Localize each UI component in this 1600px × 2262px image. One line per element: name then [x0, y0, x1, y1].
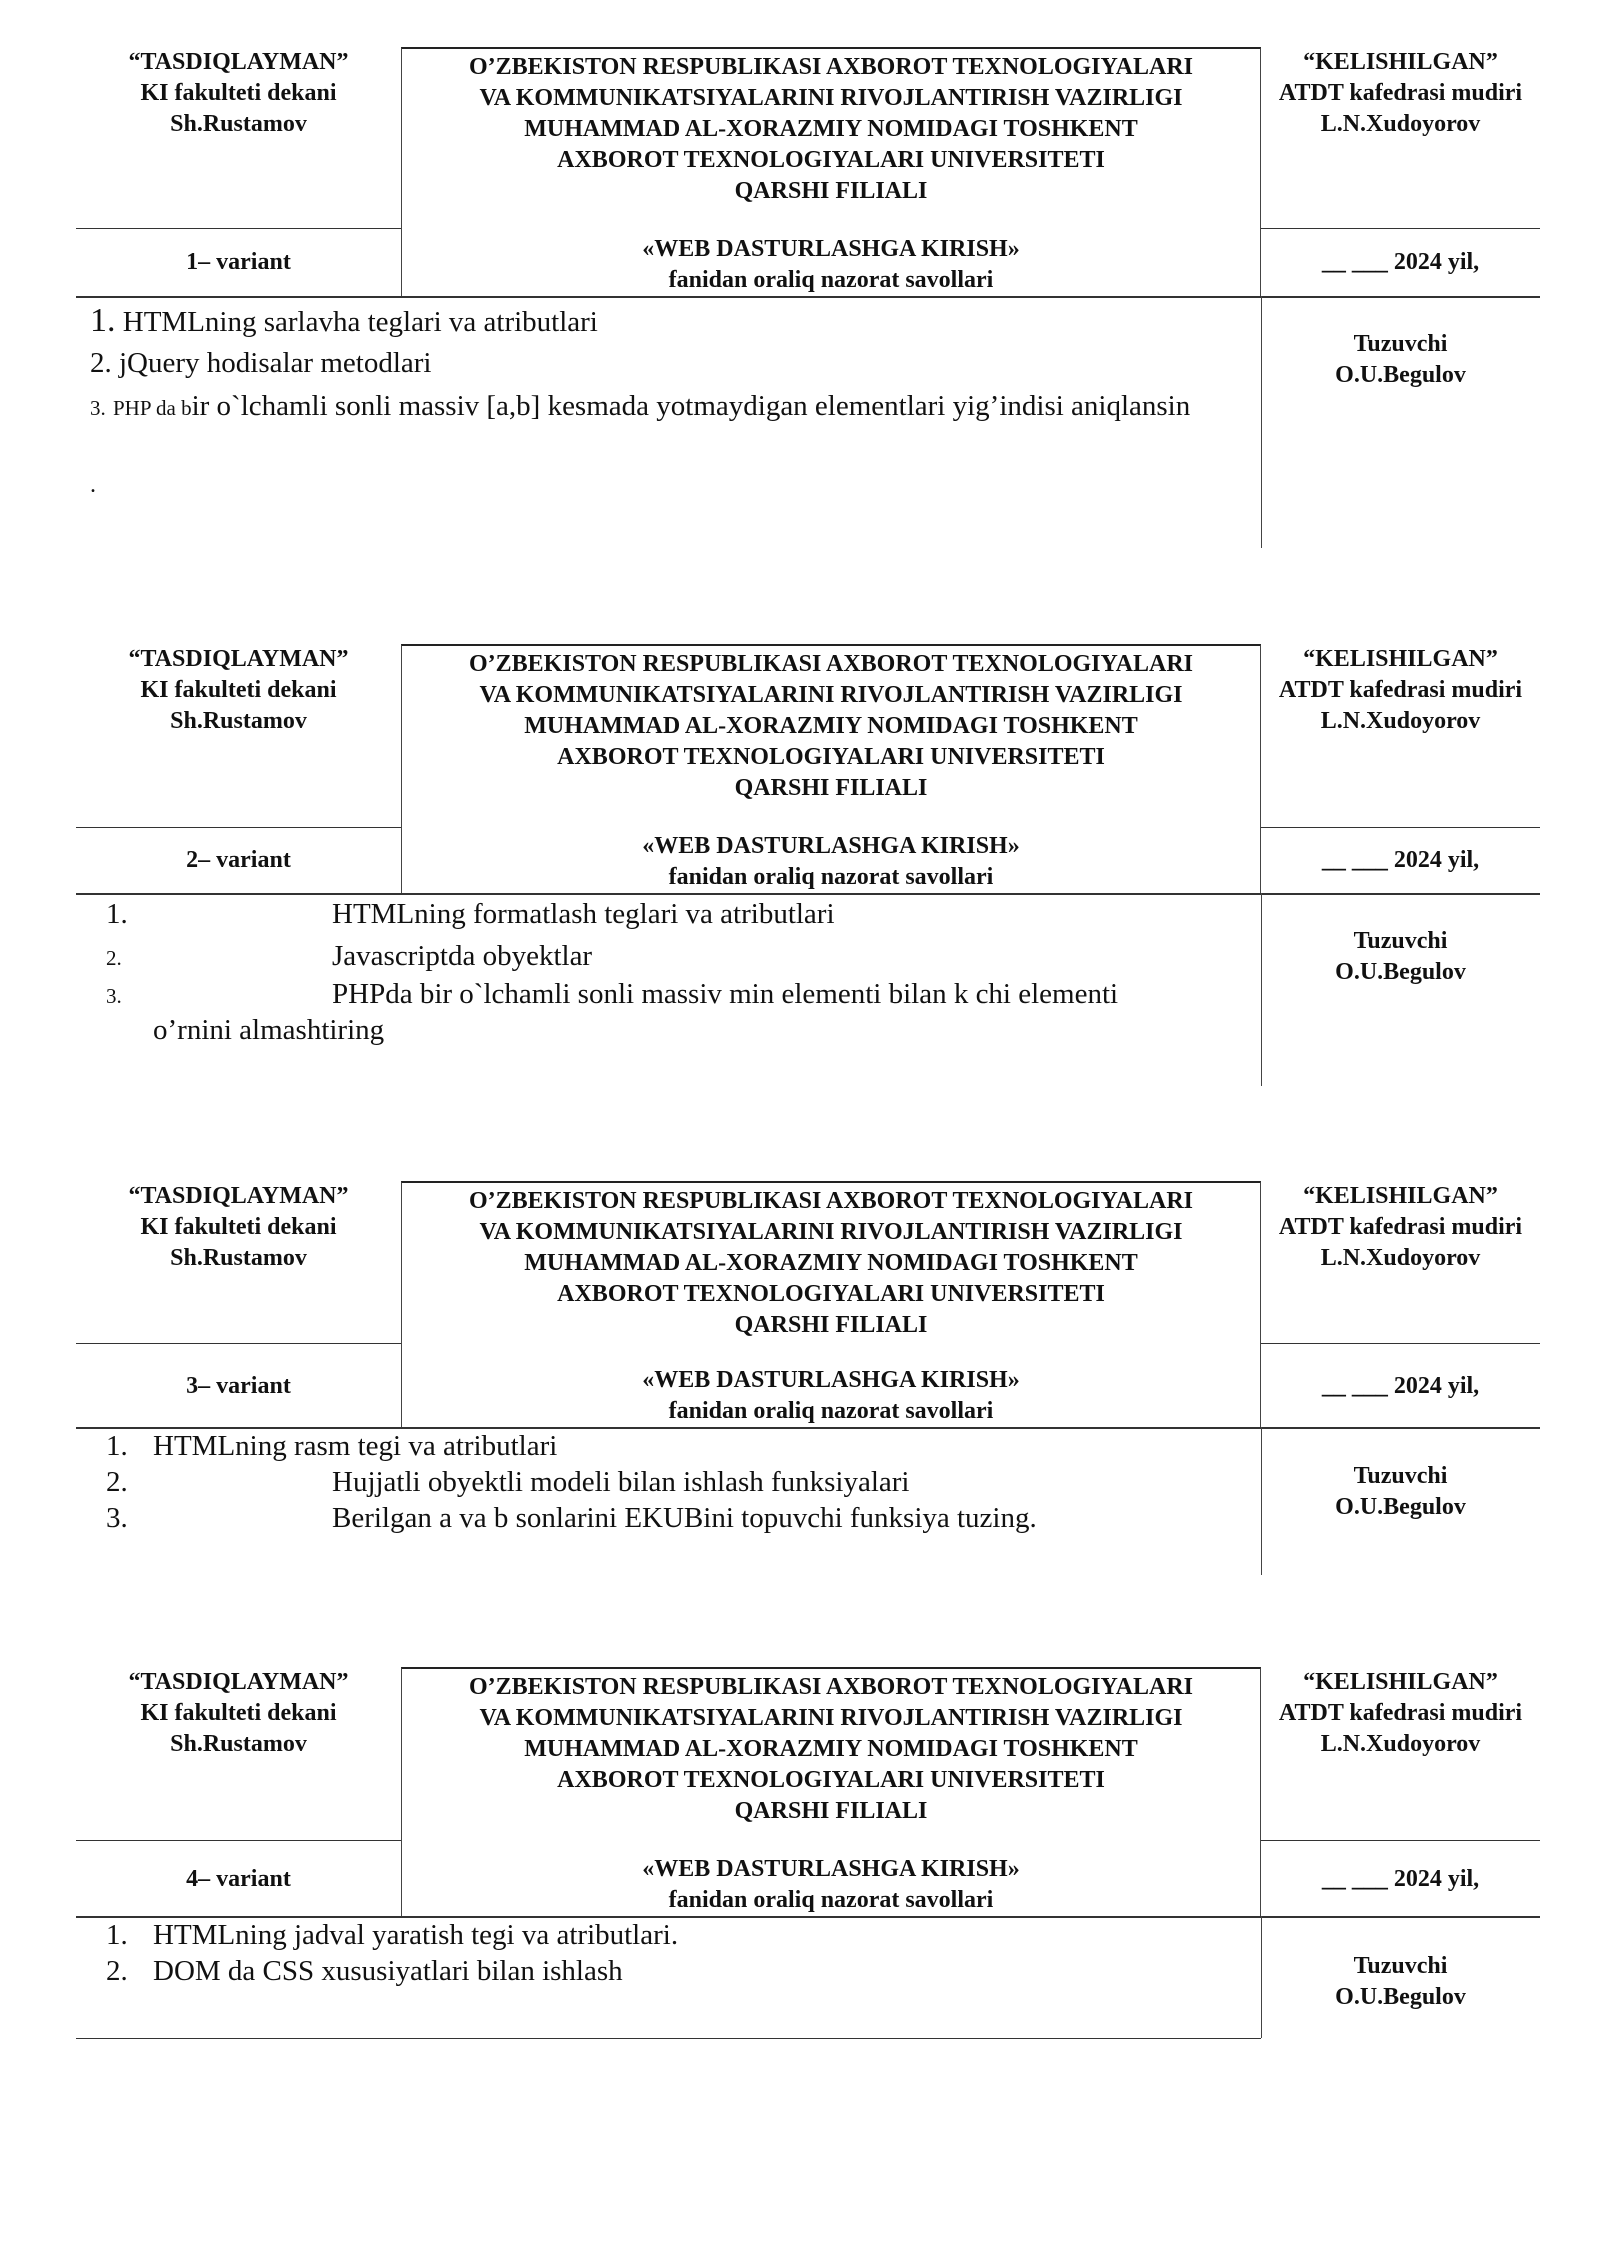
- institution-box: [401, 1181, 1261, 1429]
- author-role: Tuzuvchi: [1353, 331, 1448, 357]
- question-number: 1.: [106, 1430, 128, 1462]
- author: [1261, 926, 1540, 988]
- institution-line: AXBOROT TEXNOLOGIYALARI UNIVERSITETI: [557, 1281, 1105, 1307]
- agree-name: L.N.Xudoyorov: [1320, 111, 1481, 137]
- question-2: [106, 1464, 910, 1500]
- institution-line: AXBOROT TEXNOLOGIYALARI UNIVERSITETI: [557, 744, 1105, 770]
- institution-name: [402, 646, 1260, 804]
- question-number: 2.: [106, 946, 122, 970]
- question-text: HTMLning sarlavha teglari va atributlari: [122, 306, 598, 338]
- approve-title: “TASDIQLAYMAN”: [128, 1669, 349, 1695]
- institution-line: VA KOMMUNIKATSIYALARINI RIVOJLANTIRISH VAZIRLIGI: [479, 682, 1183, 708]
- institution-line: VA KOMMUNIKATSIYALARINI RIVOJLANTIRISH VAZIRLIGI: [479, 1705, 1183, 1731]
- approval-stamp: [76, 1667, 401, 1760]
- divider: [76, 228, 401, 229]
- agree-title: “KELISHILGAN”: [1303, 49, 1498, 75]
- approval-stamp: [76, 47, 401, 140]
- subject-name: «WEB DASTURLASHGA KIRISH»: [642, 236, 1020, 262]
- divider: [1261, 1343, 1540, 1344]
- institution-line: QARSHI FILIALI: [734, 775, 928, 801]
- divider: [76, 2038, 1261, 2039]
- question-3-continued: o’rnini almashtiring: [153, 1014, 385, 1046]
- institution-line: O’ZBEKISTON RESPUBLIKASI AXBOROT TEXNOLOGIYALARI: [469, 1188, 1193, 1214]
- subject-name: «WEB DASTURLASHGA KIRISH»: [642, 1367, 1020, 1393]
- author-role: Tuzuvchi: [1353, 1953, 1448, 1979]
- date-field: __ ___ 2024 yil,: [1321, 1866, 1480, 1892]
- author-name: O.U.Begulov: [1335, 1984, 1466, 2010]
- question-text: Berilgan a va b sonlarini EKUBini topuvchi funksiya tuzing.: [332, 1502, 1037, 1534]
- question-number: 2.: [106, 1466, 128, 1498]
- question-2: [106, 938, 592, 976]
- agree-name: L.N.Xudoyorov: [1320, 1731, 1481, 1757]
- approve-title: “TASDIQLAYMAN”: [128, 49, 349, 75]
- approve-name: Sh.Rustamov: [170, 1245, 307, 1271]
- question-1: [106, 1917, 678, 1953]
- question-text: HTMLning rasm tegi va atributlari: [153, 1430, 558, 1462]
- subject-title: [402, 1854, 1260, 1916]
- institution-name: [402, 1183, 1260, 1341]
- question-lead: PHP da b: [113, 396, 192, 420]
- question-3: [106, 1500, 1037, 1536]
- date-field: __ ___ 2024 yil,: [1321, 847, 1480, 873]
- approve-role: KI fakulteti dekani: [140, 677, 337, 703]
- agreement-stamp: [1261, 644, 1540, 737]
- subject-name: «WEB DASTURLASHGA KIRISH»: [642, 833, 1020, 859]
- agree-role: ATDT kafedrasi mudiri: [1278, 1700, 1523, 1726]
- subject-title: [402, 1365, 1260, 1427]
- agree-title: “KELISHILGAN”: [1303, 1669, 1498, 1695]
- variant-label: 3– variant: [186, 1373, 291, 1399]
- agree-role: ATDT kafedrasi mudiri: [1278, 1214, 1523, 1240]
- question-2: [90, 345, 431, 381]
- divider: [76, 893, 1540, 895]
- institution-line: O’ZBEKISTON RESPUBLIKASI AXBOROT TEXNOLOGIYALARI: [469, 1674, 1193, 1700]
- divider: [76, 827, 401, 828]
- institution-line: QARSHI FILIALI: [734, 1312, 928, 1338]
- subject-name: «WEB DASTURLASHGA KIRISH»: [642, 1856, 1020, 1882]
- approve-role: KI fakulteti dekani: [140, 1700, 337, 1726]
- question-number: 1.: [106, 898, 128, 930]
- divider: [76, 1840, 401, 1841]
- question-2: [106, 1953, 623, 1989]
- question-number: 1.: [106, 1919, 128, 1951]
- question-3: [90, 387, 1250, 427]
- question-text: Hujjatli obyektli modeli bilan ishlash funksiyalari: [332, 1466, 910, 1498]
- question-number: 1.: [90, 302, 116, 339]
- question-text: ir o`lchamli sonli massiv [a,b] kesmada yotmaydigan elementlari yig’indisi aniqlansin: [191, 390, 1191, 422]
- question-number: 2.: [90, 347, 112, 379]
- subject-subtitle: fanidan oraliq nazorat savollari: [668, 267, 994, 293]
- institution-line: O’ZBEKISTON RESPUBLIKASI AXBOROT TEXNOLOGIYALARI: [469, 54, 1193, 80]
- author-name: O.U.Begulov: [1335, 362, 1466, 388]
- author-name: O.U.Begulov: [1335, 1494, 1466, 1520]
- approve-role: KI fakulteti dekani: [140, 1214, 337, 1240]
- agree-title: “KELISHILGAN”: [1303, 646, 1498, 672]
- author-role: Tuzuvchi: [1353, 1463, 1448, 1489]
- author: [1261, 329, 1540, 391]
- institution-box: [401, 644, 1261, 895]
- approve-name: Sh.Rustamov: [170, 1731, 307, 1757]
- approve-title: “TASDIQLAYMAN”: [128, 1183, 349, 1209]
- institution-line: MUHAMMAD AL-XORAZMIY NOMIDAGI TOSHKENT: [524, 1250, 1138, 1276]
- agreement-stamp: [1261, 47, 1540, 140]
- agreement-stamp: [1261, 1181, 1540, 1274]
- approval-stamp: [76, 1181, 401, 1274]
- institution-name: [402, 1669, 1260, 1827]
- question-number: 3.: [106, 984, 122, 1008]
- institution-line: MUHAMMAD AL-XORAZMIY NOMIDAGI TOSHKENT: [524, 1736, 1138, 1762]
- approval-stamp: [76, 644, 401, 737]
- subject-title: [402, 234, 1260, 296]
- question-1: [90, 303, 598, 340]
- question-text: PHPda bir o`lchamli sonli massiv min elementi bilan k chi elementi: [332, 978, 1119, 1010]
- approve-title: “TASDIQLAYMAN”: [128, 646, 349, 672]
- institution-line: VA KOMMUNIKATSIYALARINI RIVOJLANTIRISH VAZIRLIGI: [479, 1219, 1183, 1245]
- divider: [76, 296, 1540, 298]
- agree-title: “KELISHILGAN”: [1303, 1183, 1498, 1209]
- subject-subtitle: fanidan oraliq nazorat savollari: [668, 1887, 994, 1913]
- institution-line: MUHAMMAD AL-XORAZMIY NOMIDAGI TOSHKENT: [524, 116, 1138, 142]
- subject-subtitle: fanidan oraliq nazorat savollari: [668, 1398, 994, 1424]
- institution-line: QARSHI FILIALI: [734, 178, 928, 204]
- author-role: Tuzuvchi: [1353, 928, 1448, 954]
- agree-name: L.N.Xudoyorov: [1320, 1245, 1481, 1271]
- question-number: 3.: [90, 396, 106, 420]
- institution-box: [401, 1667, 1261, 1918]
- question-1: [106, 1428, 557, 1464]
- institution-box: [401, 47, 1261, 298]
- question-3: [106, 976, 1118, 1014]
- divider: [1261, 228, 1540, 229]
- column-divider: [1261, 893, 1262, 1086]
- institution-name: [402, 49, 1260, 207]
- date-field: __ ___ 2024 yil,: [1321, 1373, 1480, 1399]
- trailing-mark: .: [90, 472, 96, 498]
- divider: [1261, 827, 1540, 828]
- variant-label: 2– variant: [186, 847, 291, 873]
- divider: [1261, 1840, 1540, 1841]
- author: [1261, 1461, 1540, 1523]
- institution-line: VA KOMMUNIKATSIYALARINI RIVOJLANTIRISH VAZIRLIGI: [479, 85, 1183, 111]
- approve-name: Sh.Rustamov: [170, 708, 307, 734]
- author-name: O.U.Begulov: [1335, 959, 1466, 985]
- date-field: __ ___ 2024 yil,: [1321, 249, 1480, 275]
- question-text: Javascriptda obyektlar: [332, 940, 593, 972]
- agree-role: ATDT kafedrasi mudiri: [1278, 80, 1523, 106]
- question-text: HTMLning formatlash teglari va atributlari: [332, 898, 835, 930]
- question-text: HTMLning jadval yaratish tegi va atributlari.: [153, 1919, 679, 1951]
- approve-role: KI fakulteti dekani: [140, 80, 337, 106]
- institution-line: O’ZBEKISTON RESPUBLIKASI AXBOROT TEXNOLOGIYALARI: [469, 651, 1193, 677]
- agree-role: ATDT kafedrasi mudiri: [1278, 677, 1523, 703]
- author: [1261, 1951, 1540, 2013]
- subject-title: [402, 831, 1260, 893]
- question-text: jQuery hodisalar metodlari: [119, 347, 432, 379]
- question-number: 2.: [106, 1955, 128, 1987]
- subject-subtitle: fanidan oraliq nazorat savollari: [668, 864, 994, 890]
- question-number: 3.: [106, 1502, 128, 1534]
- institution-line: AXBOROT TEXNOLOGIYALARI UNIVERSITETI: [557, 1767, 1105, 1793]
- agreement-stamp: [1261, 1667, 1540, 1760]
- question-text: DOM da CSS xususiyatlari bilan ishlash: [153, 1955, 623, 1987]
- question-1: [106, 896, 835, 932]
- agree-name: L.N.Xudoyorov: [1320, 708, 1481, 734]
- institution-line: MUHAMMAD AL-XORAZMIY NOMIDAGI TOSHKENT: [524, 713, 1138, 739]
- institution-line: AXBOROT TEXNOLOGIYALARI UNIVERSITETI: [557, 147, 1105, 173]
- institution-line: QARSHI FILIALI: [734, 1798, 928, 1824]
- approve-name: Sh.Rustamov: [170, 111, 307, 137]
- variant-label: 4– variant: [186, 1866, 291, 1892]
- variant-label: 1– variant: [186, 249, 291, 275]
- divider: [76, 1343, 401, 1344]
